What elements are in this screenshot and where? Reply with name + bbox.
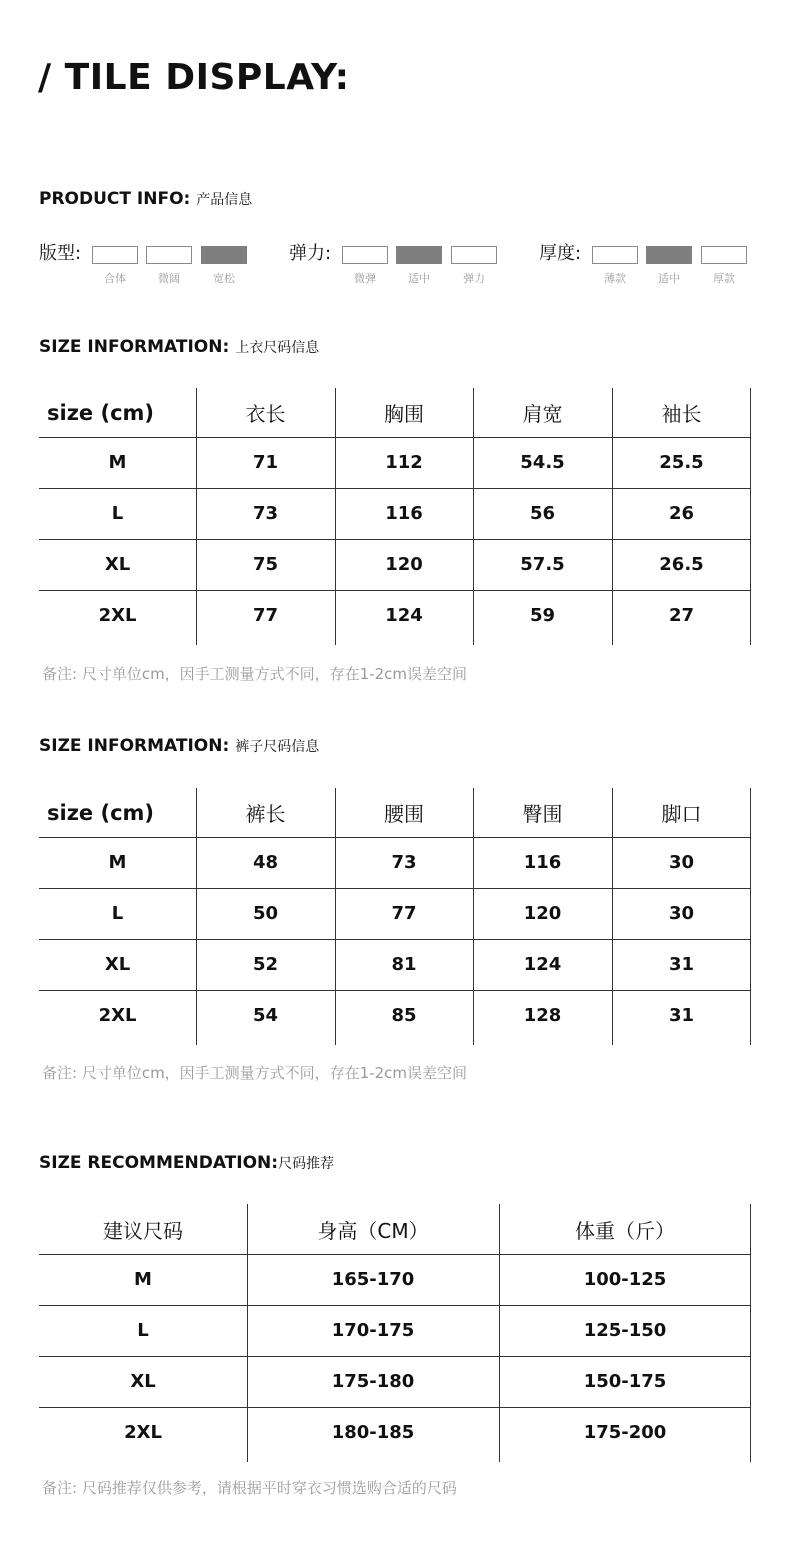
table-cell: 48 <box>252 852 279 873</box>
table-cell: 170-175 <box>331 1320 415 1341</box>
table-header-cell: 臀围 <box>522 802 563 826</box>
table-cell: 26.5 <box>659 554 704 575</box>
scale-label: 厚度: <box>539 243 582 264</box>
table-cell: 31 <box>668 954 695 975</box>
table-header-cell: 裤长 <box>245 802 286 826</box>
table-cell: 77 <box>252 605 279 626</box>
top-size-heading-zh: 上衣尺码信息 <box>235 340 320 356</box>
pants-size-heading-zh: 裤子尺码信息 <box>235 739 320 755</box>
table-cell: 116 <box>385 503 423 524</box>
table-cell: 54.5 <box>520 452 565 473</box>
scale-label: 弹力: <box>289 243 332 264</box>
top-size-heading <box>39 336 319 359</box>
pants-size-table <box>39 788 751 1045</box>
scale-box-selected <box>646 246 692 264</box>
scale-box-selected <box>396 246 442 264</box>
top-size-header-row <box>39 388 751 437</box>
scale-option-label: 合体 <box>104 272 126 285</box>
table-cell: 112 <box>385 452 423 473</box>
table-column-divider <box>335 788 336 1045</box>
pants-size-row <box>39 990 751 1041</box>
scale-option-label: 厚款 <box>713 272 735 285</box>
table-header-cell: 脚口 <box>661 802 702 826</box>
table-divider <box>39 837 751 838</box>
table-header-cell: 胸围 <box>384 402 424 426</box>
table-column-divider <box>612 788 613 1045</box>
table-column-divider <box>247 1204 248 1462</box>
top-size-row <box>39 590 751 641</box>
top-size-table <box>39 388 751 645</box>
table-cell: 120 <box>385 554 423 575</box>
table-divider <box>39 1407 751 1408</box>
table-cell: 52 <box>252 954 279 975</box>
table-header-cell: 肩宽 <box>522 402 563 426</box>
table-cell: 59 <box>529 605 556 626</box>
table-divider <box>39 888 751 889</box>
pants-size-header-row <box>39 788 751 837</box>
table-column-divider <box>196 788 197 1045</box>
table-cell: XL <box>104 954 131 975</box>
table-cell: 30 <box>668 903 695 924</box>
table-cell: L <box>111 903 124 924</box>
table-cell: 56 <box>529 503 556 524</box>
scale-label: 版型: <box>39 243 82 264</box>
table-cell: 124 <box>385 605 423 626</box>
table-cell: 85 <box>391 1005 417 1026</box>
table-cell: 73 <box>391 852 417 873</box>
table-cell: 165-170 <box>331 1269 415 1290</box>
table-cell: 73 <box>252 503 279 524</box>
table-column-divider <box>473 388 474 645</box>
table-divider <box>39 437 751 438</box>
recommendation-note: 备注: 尺码推荐仅供参考，请根据平时穿衣习惯选购合适的尺码 <box>42 1479 457 1497</box>
scale-box <box>701 246 747 264</box>
table-cell: L <box>137 1320 149 1341</box>
table-cell: 75 <box>252 554 279 575</box>
table-header-cell: size (cm) <box>47 400 154 425</box>
recommendation-heading-en: SIZE RECOMMENDATION: <box>39 1153 279 1173</box>
table-column-divider <box>750 788 751 1045</box>
table-cell: 180-185 <box>331 1422 415 1443</box>
table-cell: 100-125 <box>583 1269 667 1290</box>
table-cell: 2XL <box>124 1422 162 1443</box>
table-cell: 125-150 <box>583 1320 667 1341</box>
table-column-divider <box>196 388 197 645</box>
table-cell: 128 <box>523 1005 562 1026</box>
recommendation-row <box>39 1407 751 1458</box>
table-cell: 30 <box>668 852 695 873</box>
table-header-cell: size (cm) <box>47 800 154 825</box>
pants-size-row <box>39 837 751 888</box>
table-cell: M <box>108 852 127 873</box>
table-cell: 175-180 <box>331 1371 415 1392</box>
table-cell: 26 <box>668 503 695 524</box>
table-cell: 71 <box>252 452 279 473</box>
recommendation-table <box>39 1204 751 1462</box>
table-header-cell: 袖长 <box>661 402 702 426</box>
pants-size-heading-en: SIZE INFORMATION: <box>39 736 230 756</box>
table-cell: 54 <box>252 1005 279 1026</box>
table-cell: 81 <box>391 954 417 975</box>
scale-option-label: 弹力 <box>463 272 485 285</box>
table-cell: XL <box>104 554 131 575</box>
product-info-heading-zh: 产品信息 <box>196 192 253 208</box>
table-cell: 2XL <box>98 1005 137 1026</box>
table-divider <box>39 590 751 591</box>
table-column-divider <box>473 788 474 1045</box>
table-cell: 120 <box>523 903 562 924</box>
table-cell: 124 <box>523 954 562 975</box>
table-column-divider <box>750 388 751 645</box>
scale-option-label: 微弹 <box>354 272 376 285</box>
scale-box <box>592 246 638 264</box>
table-cell: 175-200 <box>583 1422 667 1443</box>
table-cell: 25.5 <box>659 452 704 473</box>
scale-box <box>146 246 192 264</box>
table-cell: 27 <box>668 605 695 626</box>
top-size-note: 备注: 尺寸单位cm，因手工测量方式不同，存在1-2cm误差空间 <box>42 665 468 683</box>
table-column-divider <box>750 1204 751 1462</box>
table-cell: 116 <box>523 852 562 873</box>
scale-option-label: 适中 <box>408 272 430 285</box>
top-size-row <box>39 539 751 590</box>
scale-box <box>342 246 388 264</box>
table-cell: 57.5 <box>520 554 565 575</box>
table-divider <box>39 1254 751 1255</box>
table-header-cell: 衣长 <box>245 402 286 426</box>
table-divider <box>39 1305 751 1306</box>
scale-option-label: 微阔 <box>158 272 180 285</box>
recommendation-header-row <box>39 1204 751 1254</box>
table-cell: 150-175 <box>583 1371 667 1392</box>
recommendation-row <box>39 1254 751 1305</box>
recommendation-heading <box>39 1152 334 1175</box>
table-divider <box>39 990 751 991</box>
pants-size-row <box>39 888 751 939</box>
scale-box-selected <box>201 246 247 264</box>
scale-option-label: 适中 <box>658 272 680 285</box>
table-header-cell: 身高（CM） <box>317 1218 429 1243</box>
table-header-cell: 建议尺码 <box>103 1218 183 1243</box>
scale-option-label: 宽松 <box>213 272 235 285</box>
product-info-heading <box>39 188 252 211</box>
top-size-heading-en: SIZE INFORMATION: <box>39 337 230 357</box>
top-size-row <box>39 488 751 539</box>
table-cell: M <box>134 1269 152 1290</box>
table-column-divider <box>499 1204 500 1462</box>
table-header-cell: 腰围 <box>384 802 424 826</box>
table-divider <box>39 939 751 940</box>
table-cell: L <box>111 503 124 524</box>
pants-size-row <box>39 939 751 990</box>
table-header-cell: 体重（斤） <box>575 1218 675 1243</box>
top-size-row <box>39 437 751 488</box>
product-info-heading-en: PRODUCT INFO: <box>39 189 191 209</box>
recommendation-heading-zh: 尺码推荐 <box>278 1156 335 1172</box>
table-column-divider <box>335 388 336 645</box>
table-cell: M <box>108 452 127 473</box>
table-cell: 77 <box>391 903 417 924</box>
recommendation-row <box>39 1305 751 1356</box>
table-cell: 31 <box>668 1005 695 1026</box>
scale-option-label: 薄款 <box>604 272 626 285</box>
scale-box <box>451 246 497 264</box>
table-cell: 50 <box>252 903 279 924</box>
pants-size-heading <box>39 735 319 758</box>
scale-box <box>92 246 138 264</box>
table-cell: XL <box>130 1371 156 1392</box>
table-divider <box>39 539 751 540</box>
table-divider <box>39 488 751 489</box>
table-divider <box>39 1356 751 1357</box>
pants-size-note: 备注: 尺寸单位cm，因手工测量方式不同，存在1-2cm误差空间 <box>42 1064 468 1082</box>
page-title: / TILE DISPLAY: <box>38 57 350 98</box>
table-column-divider <box>612 388 613 645</box>
table-cell: 2XL <box>98 605 137 626</box>
recommendation-row <box>39 1356 751 1407</box>
